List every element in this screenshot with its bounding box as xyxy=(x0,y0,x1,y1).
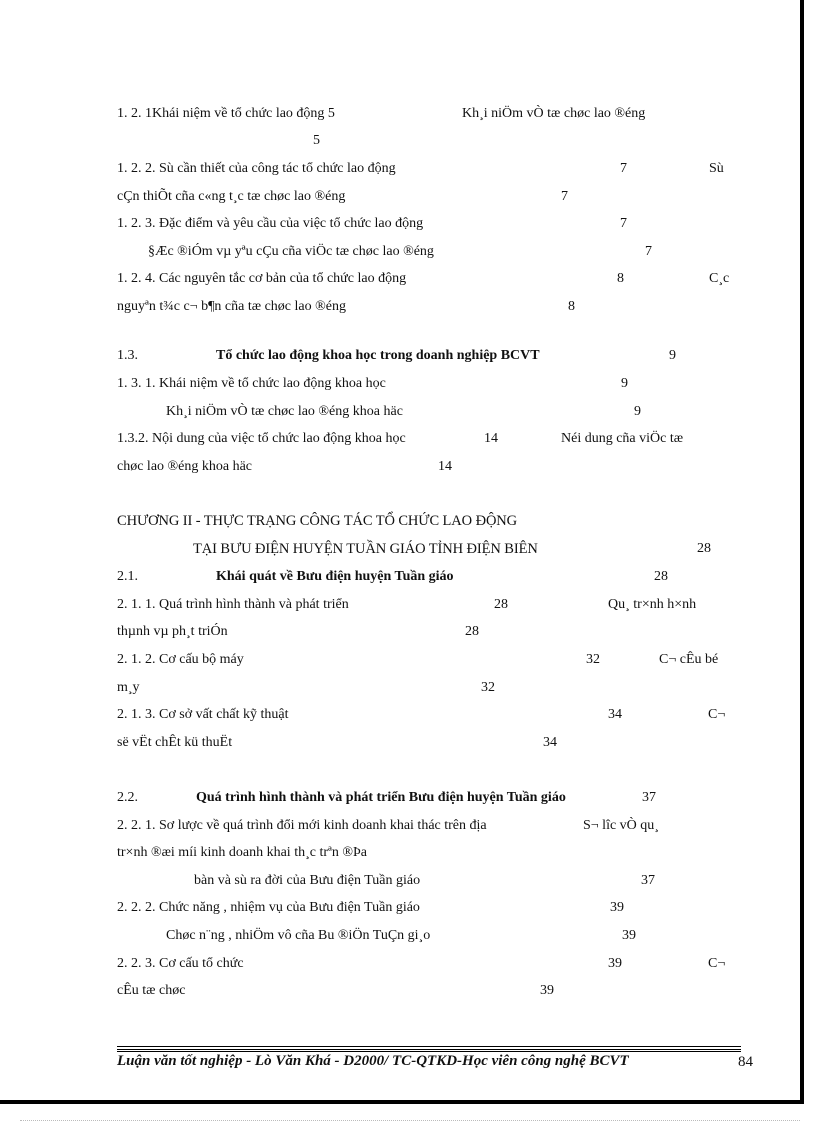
toc-entry-title: 2. 1. 2. Cơ cấu bộ máy xyxy=(117,652,244,667)
toc-entry-title-encoded: tr×nh ®æi míi kinh doanh khai th¸c trªn ®Þa xyxy=(117,845,368,860)
toc-entry-title: 2. 1. 1. Quá trình hình thành và phát triển xyxy=(117,597,349,612)
toc-page-number: 7 xyxy=(620,216,627,231)
toc-page-number: 9 xyxy=(634,404,641,419)
toc-entry-title-encoded: së vËt chÊt kü thuËt xyxy=(117,735,233,750)
toc-page-number: 28 xyxy=(494,597,508,612)
toc-entry-title: bàn và sù ra đời của Bưu điện Tuần giáo xyxy=(194,873,421,888)
footer-text: Luận văn tốt nghiệp - Lò Văn Khá - D2000/ TC-QTKD-Học viên công nghệ BCVT xyxy=(117,1053,629,1069)
section-title: Khái quát về Bưu điện huyện Tuần giáo xyxy=(216,569,454,584)
page-edge-dots xyxy=(20,1120,800,1121)
toc-page-number: 7 xyxy=(645,244,652,259)
toc-entry-title-encoded: C¬ xyxy=(708,707,726,722)
section-number: 1.3. xyxy=(117,348,138,363)
toc-page-number: 39 xyxy=(622,928,636,943)
toc-entry-title-encoded: Sù xyxy=(709,161,724,176)
toc-page-number: 37 xyxy=(642,790,656,805)
toc-page-number: 7 xyxy=(561,189,568,204)
toc-entry-title-encoded: cÇn thiÕt cña c«ng t¸c tæ chøc lao ®éng xyxy=(117,189,346,204)
toc-page-number: 8 xyxy=(568,299,575,314)
footer-rule xyxy=(117,1046,741,1047)
chapter-heading-line2: TẠI BƯU ĐIỆN HUYỆN TUẦN GIÁO TỈNH ĐIỆN BIÊN xyxy=(193,541,538,557)
footer-rule-double xyxy=(117,1049,741,1052)
toc-entry-title: 2. 2. 2. Chức năng , nhiệm vụ của Bưu điện Tuần giáo xyxy=(117,900,420,915)
section-number: 2.1. xyxy=(117,569,138,584)
toc-entry-title-encoded: Kh¸i niÖm vÒ tæ chøc lao ®éng xyxy=(462,106,646,121)
toc-page-number: 7 xyxy=(620,161,627,176)
toc-entry-title: 2. 2. 1. Sơ lược về quá trình đổi mới kinh doanh khai thác trên địa xyxy=(117,818,487,833)
toc-entry-title-encoded: Qu¸ tr×nh h×nh xyxy=(608,597,697,612)
toc-page-number: 39 xyxy=(608,956,622,971)
toc-page-number: 8 xyxy=(617,271,624,286)
toc-entry-title-encoded: C¬ xyxy=(708,956,726,971)
toc-entry-title: 2. 2. 3. Cơ cấu tổ chức xyxy=(117,956,244,971)
toc-page-number: 34 xyxy=(608,707,622,722)
toc-entry-title: 1. 2. 4. Các nguyên tắc cơ bản của tổ chức lao động xyxy=(117,271,407,286)
chapter-heading: CHƯƠNG II - THỰC TRẠNG CÔNG TÁC TỔ CHỨC LAO ĐỘNG xyxy=(117,513,518,529)
toc-page-number: 9 xyxy=(669,348,676,363)
toc-entry-title-encoded: Néi dung cña viÖc tæ xyxy=(561,431,684,446)
toc-entry-title-encoded: S¬ lîc vÒ qu¸ xyxy=(583,818,659,833)
section-number: 2.2. xyxy=(117,790,138,805)
toc-entry-title-encoded: Kh¸i niÖm vÒ tæ chøc lao ®éng khoa häc xyxy=(166,404,403,419)
toc-entry-title-encoded: cÊu tæ chøc xyxy=(117,983,186,998)
section-title: Quá trình hình thành và phát triển Bưu điện huyện Tuần giáo xyxy=(196,790,566,805)
toc-page-number: 39 xyxy=(610,900,624,915)
section-title: Tổ chức lao động khoa học trong doanh nghiệp BCVT xyxy=(216,348,540,363)
toc-page-number: 9 xyxy=(621,376,628,391)
toc-entry-title: 1. 2. 2. Sù cần thiết của công tác tổ chức lao động xyxy=(117,161,396,176)
toc-page-number: 37 xyxy=(641,873,655,888)
toc-entry-title: 1. 2. 1Khái niệm về tổ chức lao động 5 xyxy=(117,106,335,121)
toc-page-number: 14 xyxy=(438,459,452,474)
toc-entry-title-encoded: thµnh vµ ph¸t triÓn xyxy=(117,624,228,639)
toc-entry-title: 2. 1. 3. Cơ sở vất chất kỹ thuật xyxy=(117,707,289,722)
toc-entry-title-encoded: chøc lao ®éng khoa häc xyxy=(117,459,253,474)
toc-entry-title: 1. 2. 3. Đặc điểm và yêu cầu của việc tổ chức lao động xyxy=(117,216,424,231)
toc-page-number: 28 xyxy=(697,541,711,556)
toc-page-number: 5 xyxy=(313,133,320,148)
toc-page-number: 28 xyxy=(654,569,668,584)
toc-entry-title-encoded: C¸c xyxy=(709,271,730,286)
toc-page-number: 32 xyxy=(586,652,600,667)
toc-entry-title-encoded: C¬ cÊu bé xyxy=(659,652,719,667)
toc-page-number: 14 xyxy=(484,431,498,446)
toc-entry-title: 1.3.2. Nội dung của việc tổ chức lao động khoa học xyxy=(117,431,406,446)
toc-page-number: 39 xyxy=(540,983,554,998)
toc-page-number: 28 xyxy=(465,624,479,639)
toc-entry-title: 1. 3. 1. Khái niệm về tổ chức lao động khoa học xyxy=(117,376,386,391)
toc-entry-title-encoded: m¸y xyxy=(117,680,140,695)
toc-page-number: 32 xyxy=(481,680,495,695)
page-border-bottom xyxy=(0,1100,804,1104)
toc-page-number: 34 xyxy=(543,735,557,750)
toc-entry-title-encoded: Chøc n¨ng , nhiÖm vô cña Bu ®iÖn TuÇn gi¸o xyxy=(166,928,431,943)
toc-entry-title-encoded: nguyªn t¾c c¬ b¶n cña tæ chøc lao ®éng xyxy=(117,299,346,314)
page-number: 84 xyxy=(738,1054,753,1070)
page-border-right xyxy=(800,0,804,1100)
toc-entry-title-encoded: §Æc ®iÓm vµ yªu cÇu cña viÖc tæ chøc lao ®éng xyxy=(148,244,434,259)
